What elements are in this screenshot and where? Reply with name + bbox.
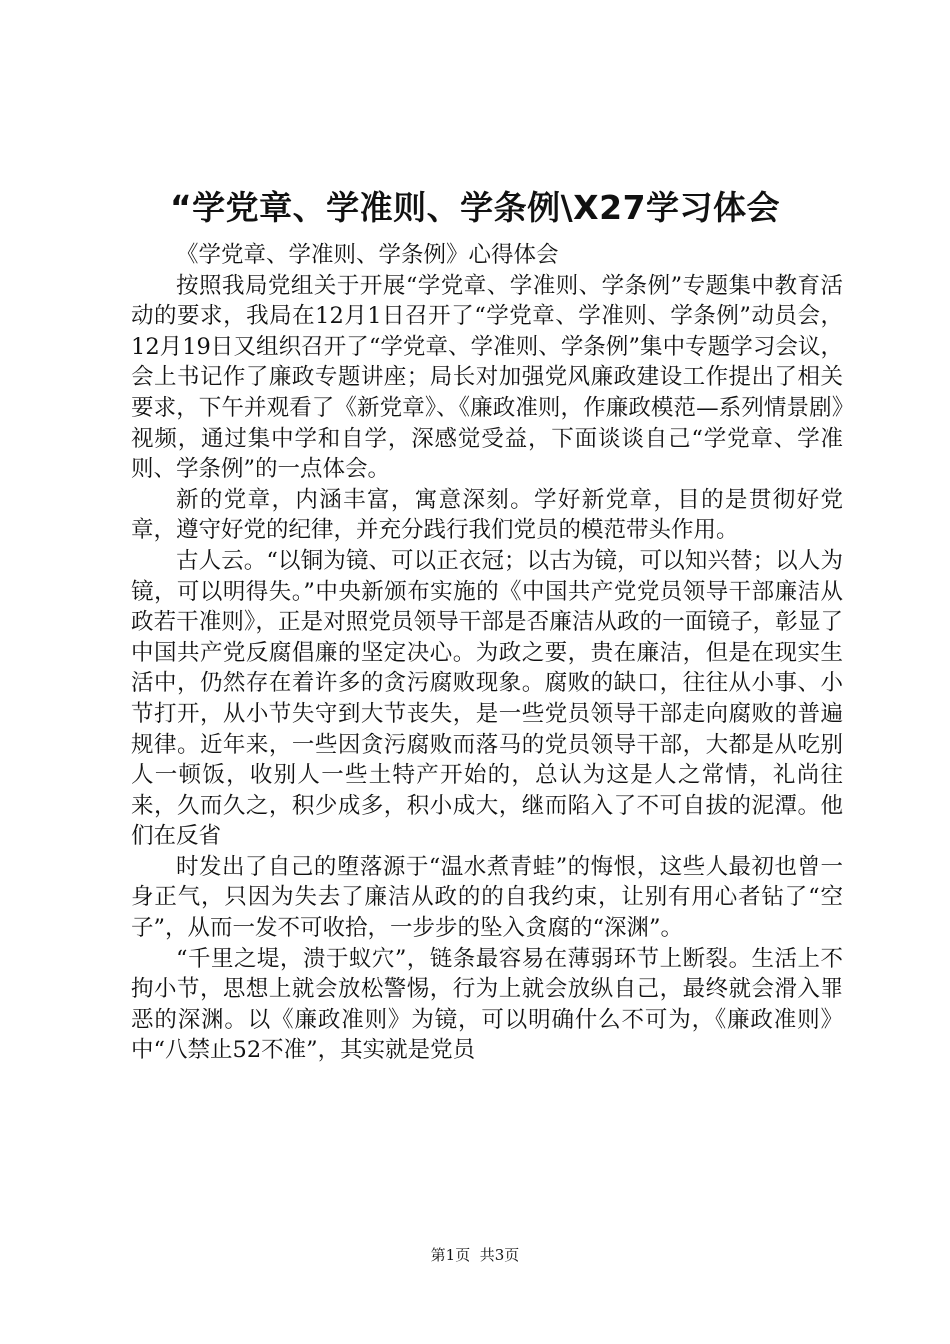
paragraph-subtitle: 《学党章、学准则、学条例》心得体会 xyxy=(176,242,559,268)
document-title: “学党章、学准则、学条例\X27学习体会 xyxy=(169,188,781,227)
page-number: 第1页 xyxy=(430,1246,471,1264)
page-total: 共3页 xyxy=(479,1246,520,1264)
paragraph: 时发出了自己的堕落源于“温水煮青蛙”的悔恨，这些人最初也曾一身正气，只因为失去了廉洁从政的的自我约束，让别有用心者钻了“空子”，从而一发不可收拾，一步步的坠入贪腐的“深渊”。 xyxy=(131,853,843,942)
paragraph: 按照我局党组关于开展“学党章、学准则、学条例”专题集中教育活动的要求，我局在12月1日召开了“学党章、学准则、学条例”动员会，12月19日又组织召开了“学党章、学准则、学条例”集中专题学习会议，会上书记作了廉政专题讲座；局长对加强党风廉政建设工作提出了相关要求，下午并观看了《新党章》、《廉政准则，作廉政模范—系列情景剧》视频，通过集中学和自学，深感觉受益，下面谈谈自己“学党章、学准则、学条例”的一点体会。 xyxy=(131,272,843,483)
paragraph: “千里之堤，溃于蚁穴”，链条最容易在薄弱环节上断裂。生活上不拘小节，思想上就会放松警惕，行为上就会放纵自己，最终就会滑入罪恶的深渊。以《廉政准则》为镜，可以明确什么不可为，《廉政准则》中“八禁止52不准”，其实就是党员 xyxy=(131,945,843,1064)
document-body xyxy=(131,240,843,1066)
paragraph: 古人云。“以铜为镜、可以正衣冠；以古为镜，可以知兴替；以人为镜，可以明得失。”中央新颁布实施的《中国共产党党员领导干部廉洁从政若干准则》，正是对照党员领导干部是否廉洁从政的一面镜子，彰显了中国共产党反腐倡廉的坚定决心。为政之要，贵在廉洁，但是在现实生活中，仍然存在着许多的贪污腐败现象。腐败的缺口，往往从小事、小节打开，从小节失守到大节丧失，是一些党员领导干部走向腐败的普遍规律。近年来，一些因贪污腐败而落马的党员领导干部，大都是从吃别人一顿饭，收别人一些土特产开始的，总认为这是人之常情，礼尚往来，久而久之，积少成多，积小成大，继而陷入了不可自拔的泥潭。他们在反省 xyxy=(131,547,843,850)
paragraph: 新的党章，内涵丰富，寓意深刻。学好新党章，目的是贯彻好党章，遵守好党的纪律，并充分践行我们党员的模范带头作用。 xyxy=(131,486,843,544)
page-footer xyxy=(0,1245,950,1265)
